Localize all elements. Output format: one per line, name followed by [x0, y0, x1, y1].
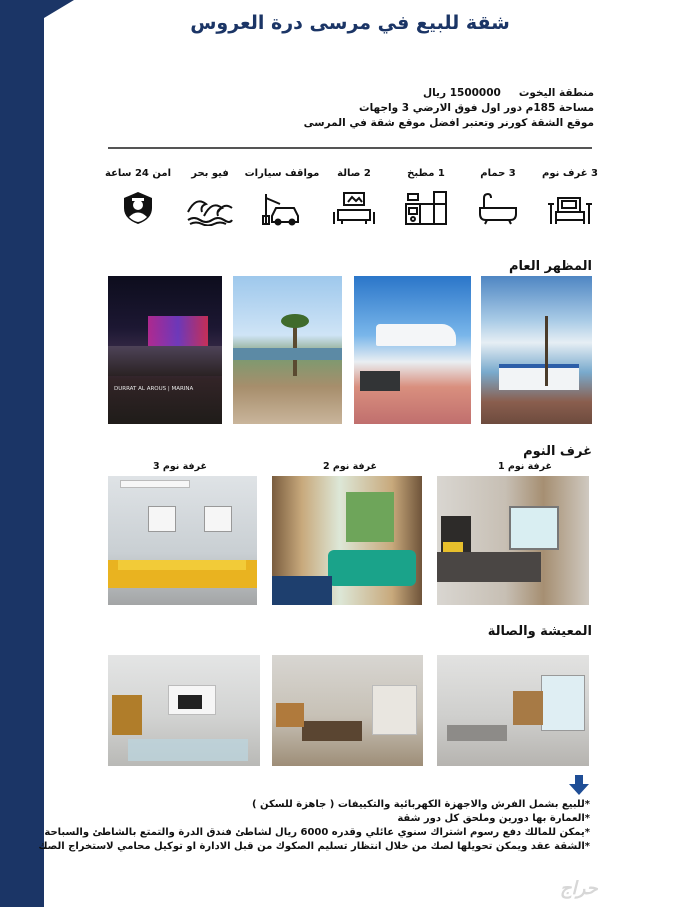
sidebar-band [0, 0, 44, 907]
white-building [499, 364, 579, 390]
window-greenery [346, 492, 394, 542]
bathtub-icon [476, 190, 520, 226]
info-row-size: مساحة 185م دور اول فوق الارضي 3 واجهات [359, 102, 594, 114]
green-sofa [328, 550, 416, 586]
feature-label: 2 صالة [337, 168, 371, 179]
note-item: *يمكن للمالك دفع رسوم اشتراك سنوي عائلي وقدره 6000 ريال لشاطئ فندق الدرة والتمتع بالشاطئ والسباحة [44, 827, 590, 838]
yellow-pillow [443, 542, 463, 552]
bookshelf [372, 685, 417, 735]
photo-bedroom-2 [272, 476, 422, 605]
sea-view-icon [186, 190, 234, 226]
info-row-location [174, 86, 594, 101]
notes-list [38, 798, 590, 854]
bedroom-caption-3: غرفة نوم 3 [152, 461, 208, 472]
feature-bedrooms [540, 168, 600, 226]
photo-marina-night [108, 276, 222, 424]
boat-frame [204, 506, 232, 532]
bedroom-icon [548, 190, 592, 226]
photo-yacht-deck [354, 276, 471, 424]
kitchen-icon [404, 190, 448, 226]
feature-label: فيو بحر [191, 168, 229, 179]
photo-living-2 [272, 655, 423, 766]
living-window [541, 675, 585, 731]
bedroom-window [509, 506, 559, 550]
feature-living [324, 168, 384, 226]
feature-label: 3 حمام [480, 168, 516, 179]
marina-water [233, 348, 342, 360]
photo-marina-palms [233, 276, 342, 424]
price-value: 1500000 ريال [423, 87, 501, 99]
anchor-frame [148, 506, 176, 532]
illuminated-buildings [148, 316, 208, 346]
feature-label: مواقف سيارات [244, 168, 320, 179]
living-room-icon [332, 190, 376, 226]
patterned-rug [272, 576, 332, 605]
photo-bedroom-1 [437, 476, 589, 605]
section-title-living: المعيشة والصالة [487, 624, 592, 639]
feature-parking [244, 168, 320, 226]
note-item: *الشقة عقد ويمكن تحويلها لصك من خلال انتظار تسليم الصكوك من قبل الادارة او توكيل محامي لاستخراج الصك [38, 841, 590, 852]
bedroom-caption-1: غرفة نوم 1 [497, 461, 553, 472]
marina-caption: DURRAT AL AROUS | MARINA [114, 386, 194, 392]
cushions [118, 560, 246, 570]
watermark: حراج [560, 878, 598, 899]
area-label: منطقة اليخوت [518, 87, 594, 99]
property-info [174, 86, 594, 131]
yacht [376, 324, 456, 346]
glass-table [128, 739, 248, 761]
bed [437, 552, 541, 582]
note-item: *العمارة بها دورين وملحق كل دور شقة [397, 813, 590, 824]
deck-furniture [360, 371, 400, 391]
photo-bedroom-3 [108, 476, 257, 605]
photo-living-3 [437, 655, 589, 766]
bedroom-caption-2: غرفة نوم 2 [322, 461, 378, 472]
section-title-exterior: المظهر العام [509, 259, 592, 274]
photo-living-1 [108, 655, 260, 766]
feature-kitchen [396, 168, 456, 226]
sofa [447, 725, 507, 741]
features-row [105, 168, 600, 226]
photo-building-exterior [481, 276, 592, 424]
feature-security [105, 168, 171, 226]
feature-label: امن 24 ساعة [105, 168, 171, 179]
promenade [108, 346, 222, 376]
feature-label: 1 مطبخ [407, 168, 445, 179]
air-conditioner [120, 480, 190, 488]
note-item: *للبيع بشمل الفرش والاجهزة الكهربائية والتكييفات ( جاهزة للسكن ) [251, 799, 590, 810]
arrow-down-icon [568, 775, 590, 795]
feature-sea-view [180, 168, 240, 226]
palm-trunk [545, 316, 548, 386]
section-title-bedrooms: غرف النوم [523, 444, 592, 459]
info-row-location-note: موقع الشقة كورنر وتعتبر افضل موقع شقة في المرسى [303, 117, 594, 129]
page-title: شقة للبيع في مرسى درة العروس [190, 12, 510, 34]
dining-table [302, 721, 362, 741]
palm-leaves [281, 314, 309, 328]
feature-bathrooms [468, 168, 528, 226]
tv [178, 695, 202, 709]
feature-label: 3 غرف نوم [542, 168, 598, 179]
armchair [112, 695, 142, 735]
parking-icon [260, 190, 304, 226]
divider [108, 147, 592, 149]
armchair [513, 691, 543, 725]
corner-fold [44, 0, 74, 18]
armchair [276, 703, 304, 727]
security-guard-icon [120, 190, 156, 226]
